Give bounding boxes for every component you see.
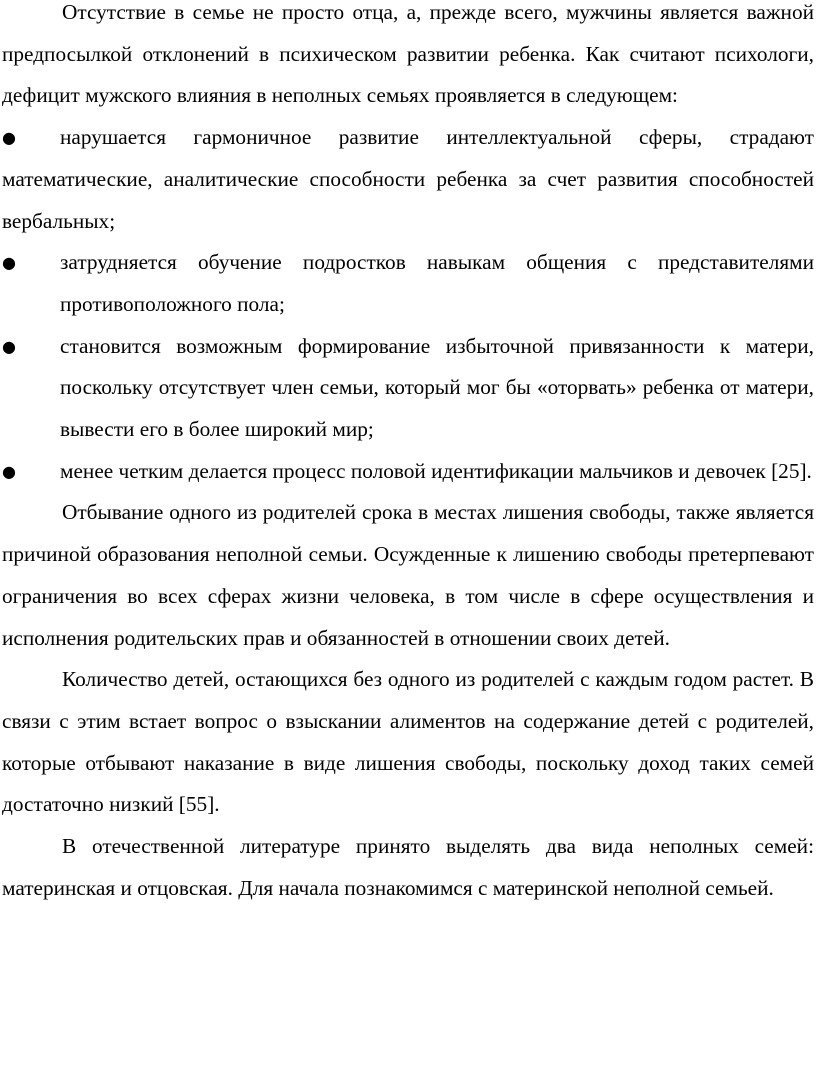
bullet-dot-icon: ● xyxy=(2,128,16,148)
bullet-item-text: нарушается гармоничное развитие интеллектуальной сферы, страдают математические, аналитические способности ребенка за счет развития способностей вербальных; xyxy=(2,125,814,233)
bullet-dot-icon: ● xyxy=(2,253,16,273)
paragraph-imprisonment: Отбывание одного из родителей срока в местах лишения свободы, также является причиной образования неполной семьи. Осужденные к лишению свободы претерпевают ограничения во всех сферах жизни человека, в том числе в сфере осуществления и исполнения родительских прав и обязанностей в отношении своих детей. xyxy=(2,500,814,650)
bullet-item-2 xyxy=(0,242,816,325)
bullet-item-text: менее четким делается процесс половой идентификации мальчиков и девочек [25]. xyxy=(60,458,812,483)
paragraph-intro: Отсутствие в семье не просто отца, а, прежде всего, мужчины является важной предпосылкой отклонений в психическом развитии ребенка. Как считают психологи, дефицит мужского влияния в неполных семьях проявляется в следующем: xyxy=(2,0,814,108)
paragraph-alimony: Количество детей, остающихся без одного из родителей с каждым годом растет. В связи с этим встает вопрос о взыскании алиментов на содержание детей с родителей, которые отбывают наказание в виде лишения свободы, поскольку доход таких семей достаточно низкий [55]. xyxy=(2,667,814,817)
bullet-item-1 xyxy=(0,117,816,242)
bullet-item-text: становится возможным формирование избыточной привязанности к матери, поскольку отсутствует член семьи, который мог бы «оторвать» ребенка от матери, вывести его в более широкий мир; xyxy=(60,333,814,442)
bullet-item-3 xyxy=(0,326,816,451)
paragraph-family-types: В отечественной литературе принято выделять два вида неполных семей: материнская и отцовская. Для начала познакомимся с материнской неполной семьей. xyxy=(2,834,814,900)
bullet-dot-icon: ● xyxy=(2,336,16,356)
bullet-item-4 xyxy=(0,451,816,493)
bullet-item-text: затрудняется обучение подростков навыкам общения с представителями противоположного пола; xyxy=(60,250,814,316)
bullet-dot-icon: ● xyxy=(2,461,16,481)
